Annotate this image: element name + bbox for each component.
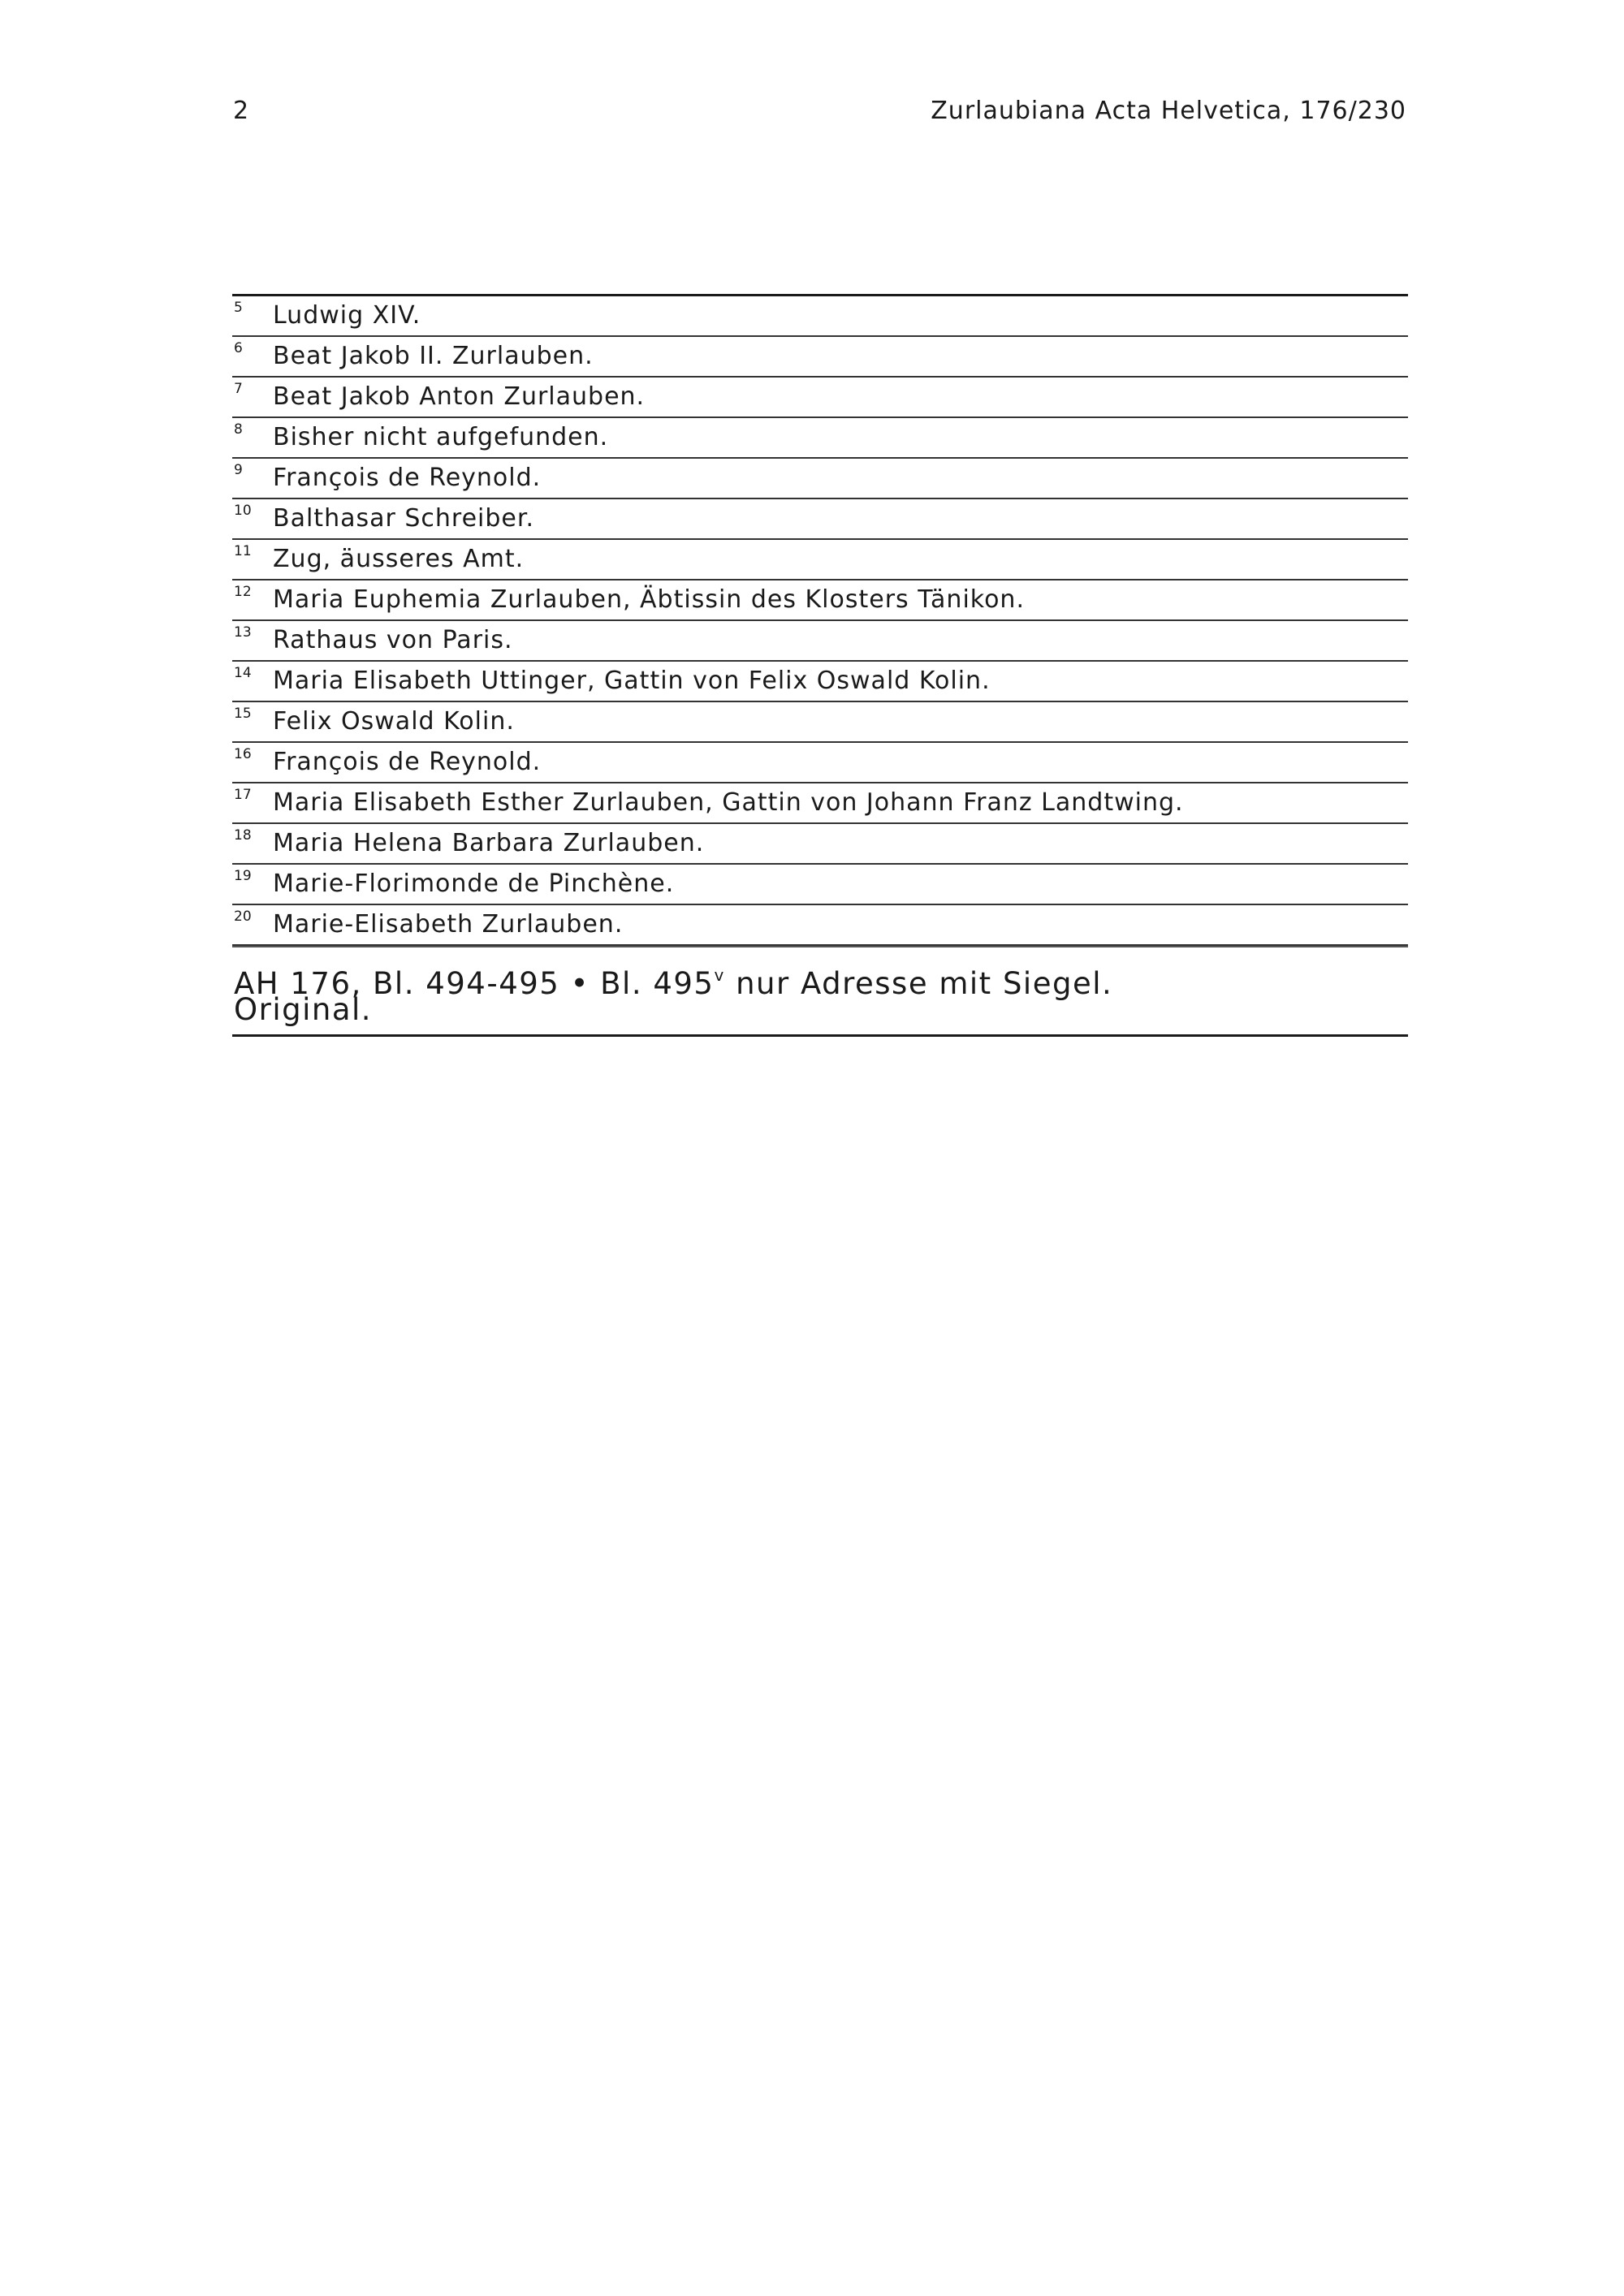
footnote-text: Marie-Florimonde de Pinchène. — [273, 870, 675, 898]
footnote-number: 8 — [234, 421, 243, 438]
footnote-row — [232, 540, 1408, 580]
footnote-text: Beat Jakob II. Zurlauben. — [273, 342, 594, 370]
footnote-text: François de Reynold. — [273, 464, 542, 492]
footnote-row — [232, 296, 1408, 337]
footnote-row — [232, 337, 1408, 378]
footnote-text: Maria Elisabeth Esther Zurlauben, Gattin von Johann Franz Landtwing. — [273, 788, 1184, 817]
footnote-number: 5 — [234, 300, 243, 316]
footnote-row — [232, 459, 1408, 499]
footnote-number: 14 — [234, 665, 252, 681]
footnote-row — [232, 824, 1408, 865]
footnote-text: François de Reynold. — [273, 748, 542, 776]
footnote-text: Balthasar Schreiber. — [273, 504, 534, 533]
page-number: 2 — [233, 97, 249, 125]
footnote-row — [232, 580, 1408, 621]
footnote-number: 15 — [234, 706, 252, 722]
footnote-number: 12 — [234, 584, 252, 600]
footnote-number: 9 — [234, 462, 243, 478]
footnote-text: Beat Jakob Anton Zurlauben. — [273, 382, 646, 411]
running-header: Zurlaubiana Acta Helvetica, 176/230 — [931, 97, 1406, 125]
footnote-row — [232, 378, 1408, 418]
footnote-row — [232, 702, 1408, 743]
footnote-text: Maria Euphemia Zurlauben, Äbtissin des Klosters Tänikon. — [273, 585, 1025, 614]
source-reference-block — [232, 946, 1408, 1037]
footnote-row — [232, 743, 1408, 783]
footnote-text: Marie-Elisabeth Zurlauben. — [273, 910, 624, 939]
footnote-number: 20 — [234, 908, 252, 925]
footnote-row — [232, 783, 1408, 824]
footnote-row — [232, 905, 1408, 946]
footnote-row — [232, 865, 1408, 905]
footnote-number: 18 — [234, 827, 252, 844]
footnote-row — [232, 418, 1408, 459]
footnote-number: 19 — [234, 868, 252, 884]
footnote-row — [232, 499, 1408, 540]
footnote-text: Maria Elisabeth Uttinger, Gattin von Felix Oswald Kolin. — [273, 667, 991, 695]
footnote-number: 11 — [234, 543, 252, 559]
footnote-text: Ludwig XIV. — [273, 301, 421, 330]
source-reference-note: nur Adresse mit Siegel. — [724, 966, 1113, 1001]
footnote-number: 6 — [234, 340, 243, 356]
footnote-text: Maria Helena Barbara Zurlauben. — [273, 829, 705, 857]
footnote-number: 13 — [234, 624, 252, 641]
footnote-text: Zug, äusseres Amt. — [273, 545, 525, 573]
verso-superscript: v — [714, 965, 725, 985]
source-type: Original. — [234, 992, 373, 1027]
footnotes-list — [232, 294, 1408, 946]
footnote-text: Rathaus von Paris. — [273, 626, 513, 654]
footnote-text: Bisher nicht aufgefunden. — [273, 423, 609, 451]
source-reference-main: AH 176, Bl. 494-495 • Bl. 495 — [234, 966, 715, 1001]
footnote-number: 17 — [234, 787, 252, 803]
footnote-text: Felix Oswald Kolin. — [273, 707, 515, 736]
footnote-row — [232, 621, 1408, 662]
footnote-number: 16 — [234, 746, 252, 762]
footnote-row — [232, 662, 1408, 702]
footnote-number: 7 — [234, 381, 243, 397]
footnote-number: 10 — [234, 503, 252, 519]
